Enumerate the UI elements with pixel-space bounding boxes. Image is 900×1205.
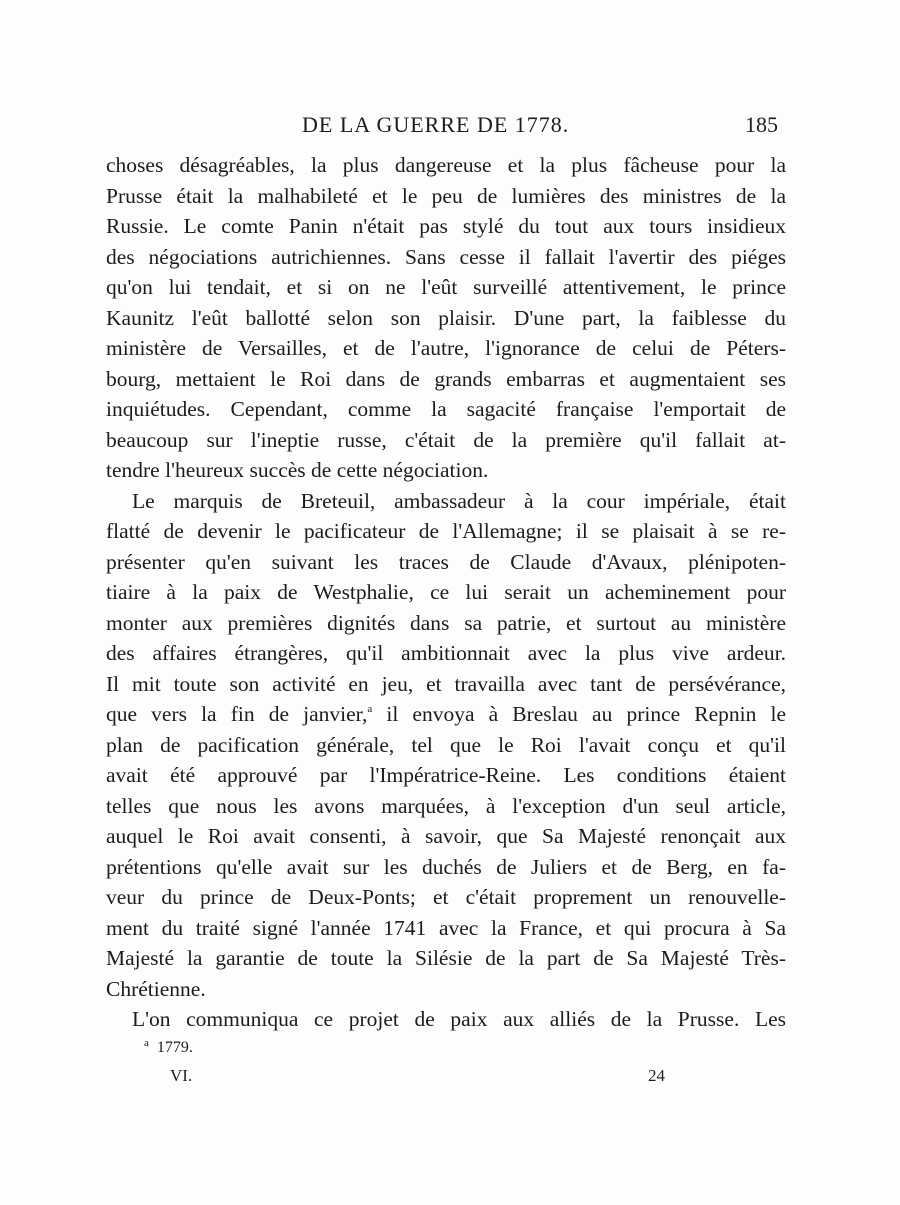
text-line: Majesté la garantie de toute la Silésie de la part de Sa Majesté Très- — [106, 946, 786, 970]
text-line: tiaire à la paix de Westphalie, ce lui serait un acheminement pour — [106, 580, 786, 604]
text-line: bourg, mettaient le Roi dans de grands embarras et augmentaient ses — [106, 366, 786, 391]
paragraph-first-line: Le marquis de Breteuil, ambassadeur à la cour impériale, était — [132, 488, 786, 513]
text-line: veur du prince de Deux-Ponts; et c'était proprement un renouvelle- — [106, 885, 786, 909]
page-number: 185 — [745, 112, 778, 137]
text-line: inquiétudes. Cependant, comme la sagacité française l'emportait de — [106, 397, 786, 421]
signature-number: 24 — [648, 1066, 665, 1085]
text-segment: il envoya à Breslau au prince Repnin le — [386, 702, 787, 726]
text-line: Chrétienne. — [106, 976, 206, 1001]
running-head — [106, 112, 786, 142]
text-line: beaucoup sur l'ineptie russe, c'était de la première qu'il fallait at- — [106, 427, 786, 452]
text-line: des affaires étrangères, qu'il ambitionnait avec la plus vive ardeur. — [106, 641, 786, 665]
paragraph-first-line: L'on communiqua ce projet de paix aux alliés de la Prusse. Les — [132, 1007, 786, 1031]
text-line: Kaunitz l'eût ballotté selon son plaisir. D'une part, la faiblesse du — [106, 305, 786, 330]
text-line: plan de pacification générale, tel que le Roi l'avait conçu et qu'il — [106, 732, 786, 757]
running-title: DE LA GUERRE DE 1778. — [302, 112, 570, 137]
footnote-reference: a — [367, 703, 373, 715]
text-line: présenter qu'en suivant les traces de Claude d'Avaux, plénipoten- — [106, 549, 786, 574]
text-line: des négociations autrichiennes. Sans cesse il fallait l'avertir des piéges — [106, 244, 786, 269]
text-line: telles que nous les avons marquées, à l'exception d'un seul article, — [106, 793, 786, 818]
text-line: monter aux premières dignités dans sa patrie, et surtout au ministère — [106, 610, 786, 635]
text-line: avait été approuvé par l'Impératrice-Reine. Les conditions étaient — [106, 763, 786, 787]
text-line: qu'on lui tendait, et si on ne l'eût surveillé attentivement, le prince — [106, 275, 786, 299]
footnote — [144, 1037, 193, 1057]
text-line: choses désagréables, la plus dangereuse et la plus fâcheuse pour la — [106, 153, 786, 177]
text-line: ment du traité signé l'année 1741 avec la France, et qui procura à Sa — [106, 915, 786, 940]
text-line: flatté de devenir le pacificateur de l'Allemagne; il se plaisait à se re- — [106, 519, 786, 543]
text-line: auquel le Roi avait consenti, à savoir, que Sa Majesté renonçait aux — [106, 824, 786, 848]
text-line: ministère de Versailles, et de l'autre, l'ignorance de celui de Péters- — [106, 336, 786, 360]
text-segment: que vers la fin de janvier, — [106, 702, 368, 726]
text-line: Russie. Le comte Panin n'était pas stylé du tout aux tours insidieux — [106, 214, 786, 238]
text-line: prétentions qu'elle avait sur les duchés de Juliers et de Berg, en fa- — [106, 854, 786, 879]
footnote-text: 1779. — [156, 1039, 193, 1056]
signature-volume: VI. — [170, 1066, 193, 1085]
text-line-with-note — [106, 699, 786, 730]
text-line: tendre l'heureux succès de cette négociation. — [106, 458, 489, 482]
main-text — [106, 150, 786, 1035]
text-line: Il mit toute son activité en jeu, et travailla avec tant de persévérance, — [106, 671, 786, 696]
text-line: Prusse était la malhabileté et le peu de lumières des ministres de la — [106, 183, 786, 208]
footnote-mark: a — [144, 1037, 149, 1049]
